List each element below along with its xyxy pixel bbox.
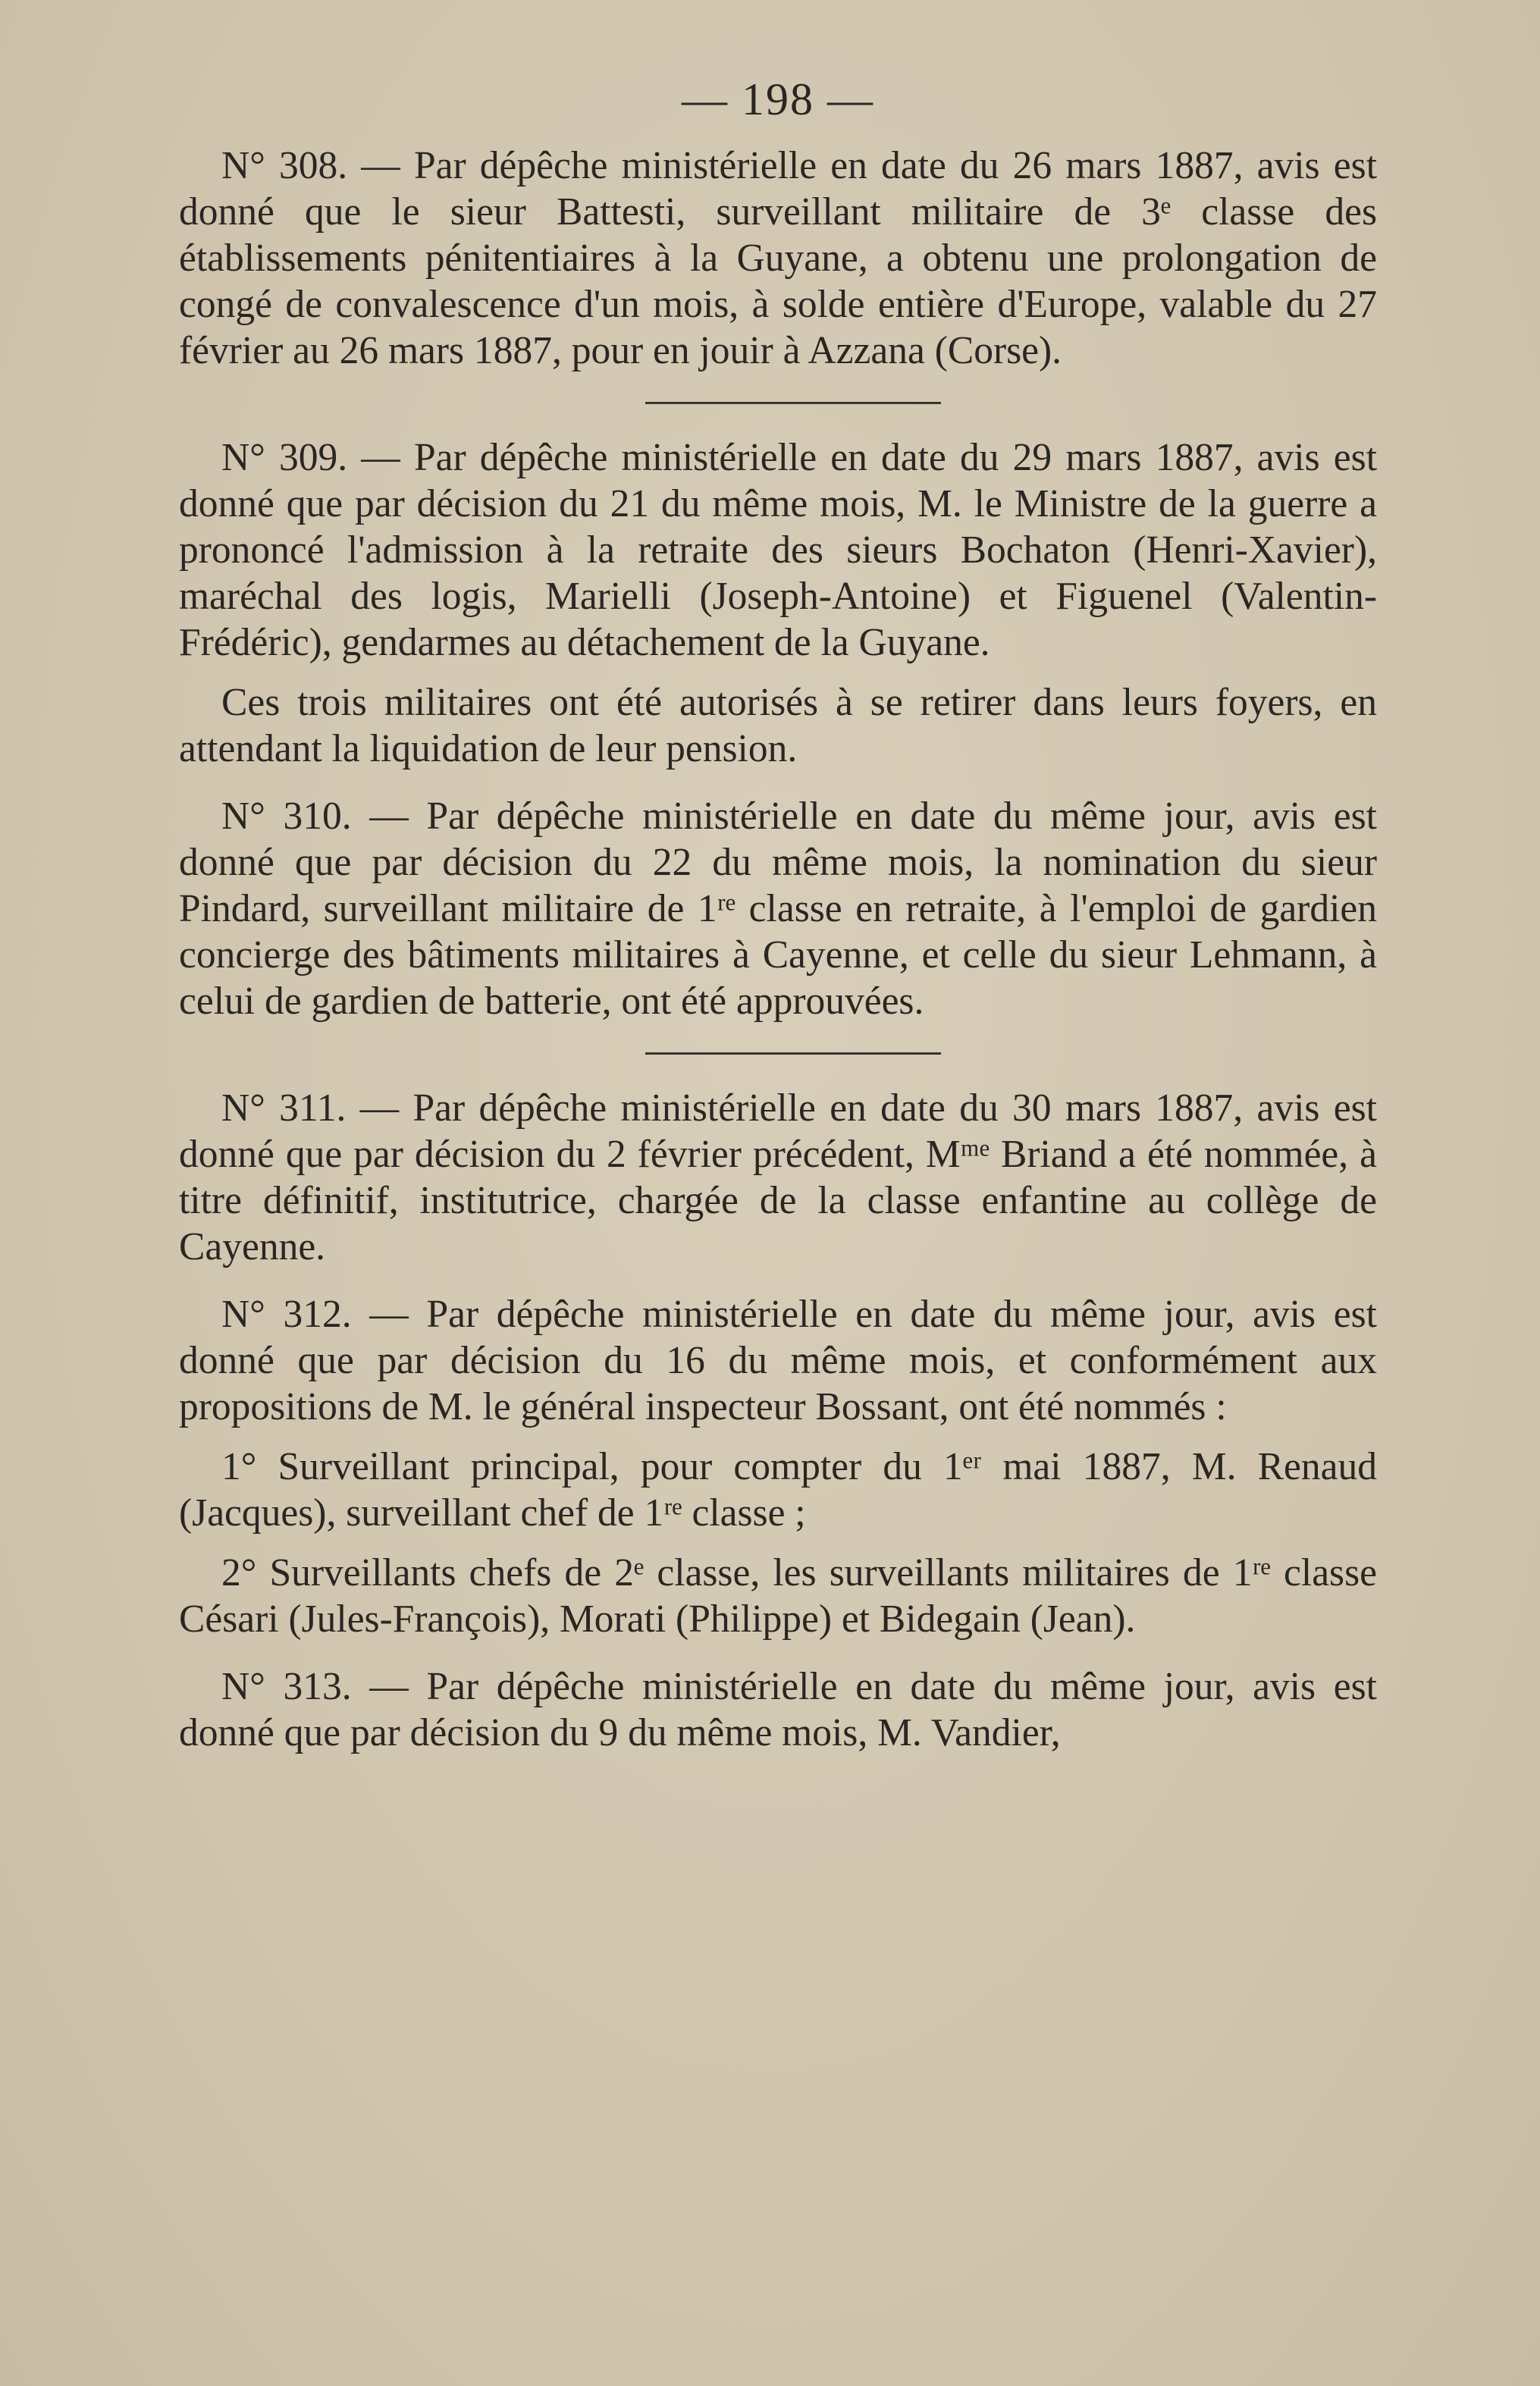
entry-text: — Par dépêche ministérielle en date du 26 mars 1887, avis est donné que le sieur Battesti, surveillant militaire de 3ᵉ classe des établissements pénitentiaires à la Guyane, a obtenu une prolongation de congé de convalescence d'un mois, à solde entière d'Europe, valable du 27 février au 26 mars 1887, pour en jouir à Azzana (Corse).: [179, 144, 1378, 372]
section-divider: [645, 402, 941, 404]
entry-paragraph: [179, 434, 1377, 666]
spacer: [179, 1270, 1377, 1291]
entry-number: N° 312.: [221, 1293, 352, 1336]
entry-311: [179, 1085, 1377, 1270]
spacer: [179, 772, 1377, 793]
entry-number: N° 309.: [221, 436, 348, 479]
page-number: — 198 —: [682, 74, 874, 124]
document-page: [179, 73, 1377, 1756]
entry-308: [179, 143, 1377, 374]
entry-paragraph: [179, 793, 1377, 1024]
entry-text: — Par dépêche ministérielle en date du 30 mars 1887, avis est donné que par décision du 2 février précédent, Mᵐᵉ Briand a été nommée, à titre définitif, institutrice, chargée de la classe enfantine au collège de Cayenne.: [179, 1086, 1377, 1268]
entry-text: — Par dépêche ministérielle en date du même jour, avis est donné que par décision du 16 du même mois, et conformément aux propositions de M. le général inspecteur Bossant, ont été nommés :: [179, 1293, 1377, 1428]
entry-number: N° 313.: [221, 1665, 352, 1708]
section-divider: [645, 1052, 941, 1055]
entry-313: [179, 1663, 1377, 1756]
entry-paragraph: [179, 1663, 1377, 1756]
entry-number: N° 308.: [221, 144, 348, 187]
entry-paragraph: [179, 1085, 1377, 1270]
entry-309: [179, 434, 1377, 772]
spacer: [179, 1642, 1377, 1663]
entry-310: [179, 793, 1377, 1024]
entry-paragraph: [179, 143, 1377, 374]
entry-paragraph: 2° Surveillants chefs de 2ᵉ classe, les surveillants militaires de 1ʳᵉ classe Césari (Jules-François), Morati (Philippe) et Bidegain (Jean).: [179, 1551, 1377, 1641]
entry-paragraph: Ces trois militaires ont été autorisés à se retirer dans leurs foyers, en attendant la liquidation de leur pension.: [179, 681, 1377, 770]
entry-paragraph: 1° Surveillant principal, pour compter du 1ᵉʳ mai 1887, M. Renaud (Jacques), surveillant chef de 1ʳᵉ classe ;: [179, 1445, 1377, 1535]
entry-paragraph: [179, 1291, 1377, 1430]
entry-text: — Par dépêche ministérielle en date du 29 mars 1887, avis est donné que par décision du 21 du même mois, M. le Ministre de la guerre a prononcé l'admission à la retraite des sieurs Bochaton (Henri-Xavier), maréchal des logis, Marielli (Joseph-Antoine) et Figuenel (Valentin-Frédéric), gendarmes au détachement de la Guyane.: [179, 436, 1378, 664]
entry-number: N° 310.: [221, 795, 352, 838]
entry-text: — Par dépêche ministérielle en date du même jour, avis est donné que par décision du 22 du même mois, la nomination du sieur Pindard, surveillant militaire de 1ʳᵉ classe en retraite, à l'emploi de gardien concierge des bâtiments militaires à Cayenne, et celle du sieur Lehmann, à celui de gardien de batterie, ont été approuvées.: [179, 795, 1377, 1023]
entry-312: [179, 1291, 1377, 1642]
entry-number: N° 311.: [221, 1086, 347, 1130]
entry-text: — Par dépêche ministérielle en date du même jour, avis est donné que par décision du 9 du même mois, M. Vandier,: [179, 1665, 1377, 1754]
